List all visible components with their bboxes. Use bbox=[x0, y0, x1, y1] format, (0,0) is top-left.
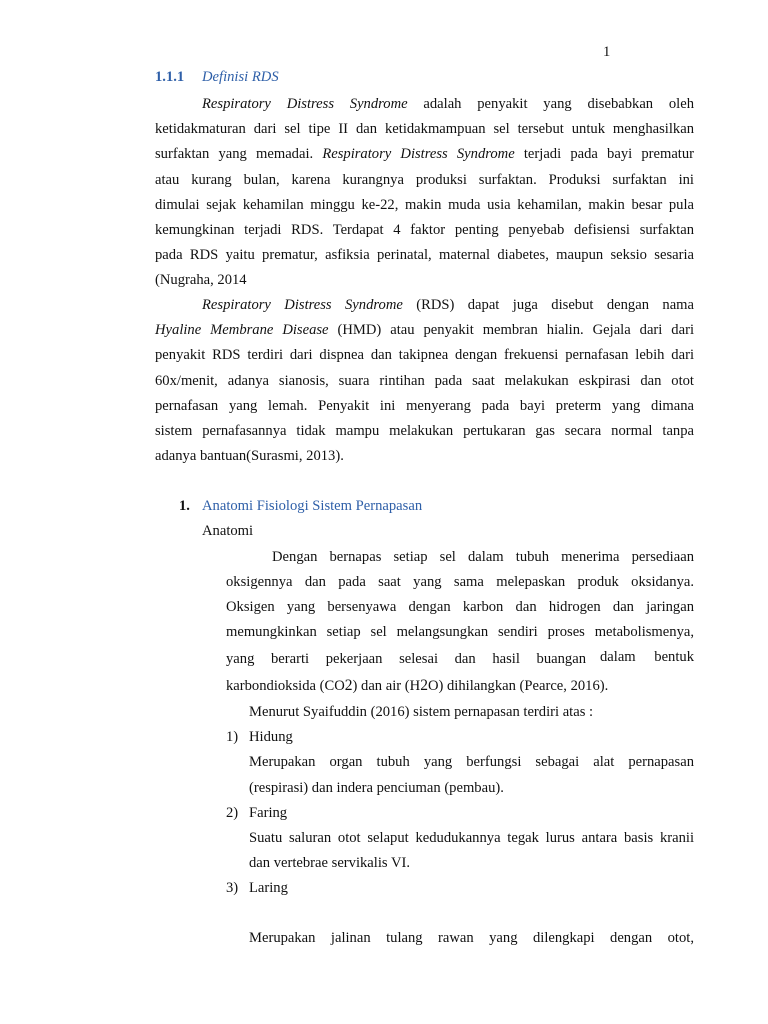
p2-line-2 bbox=[155, 321, 694, 339]
anatomi-label: Anatomi bbox=[202, 523, 254, 539]
section-number: 1.1.1 bbox=[155, 69, 185, 85]
p2-line-6: sistem pernafasannya tidak mampu melakukan pertukaran gas secara normal tanpa bbox=[155, 423, 694, 439]
p3-line-3: Oksigen yang bersenyawa dengan karbon dan hidrogen dan jaringan bbox=[226, 599, 694, 615]
text: O) dihilangkan (Pearce, 2016). bbox=[427, 678, 609, 694]
p3-line-4: memungkinkan setiap sel melangsungkan sendiri proses metabolismenya, bbox=[226, 624, 694, 640]
subscript: 2 bbox=[344, 677, 353, 694]
list-item-desc: Merupakan organ tubuh yang berfungsi sebagai alat pernapasan bbox=[249, 754, 694, 770]
p1-line-8: (Nugraha, 2014 bbox=[155, 272, 247, 288]
text: ) dan air (H bbox=[352, 678, 421, 694]
list-item-number: 2) bbox=[226, 805, 239, 821]
heading-title: Anatomi Fisiologi Sistem Pernapasan bbox=[202, 498, 423, 514]
subscript: 2 bbox=[420, 677, 428, 694]
text: (RDS) dapat juga disebut dengan nama bbox=[402, 297, 694, 313]
p1-line-3 bbox=[155, 145, 694, 163]
p3-line-5: yang berarti pekerjaan selesai dan hasil buangan bbox=[226, 651, 586, 667]
italic-term: Respiratory Distress Syndrome bbox=[322, 146, 515, 162]
page-number: 1 bbox=[603, 44, 611, 60]
list-item-desc: Suatu saluran otot selaput kedudukannya tegak lurus antara basis kranii bbox=[249, 830, 694, 846]
p1-line-7: pada RDS yaitu prematur, asfiksia perinatal, maternal diabetes, maupun seksio sesaria bbox=[155, 247, 694, 263]
menurut-line: Menurut Syaifuddin (2016) sistem pernapasan terdiri atas : bbox=[249, 704, 594, 720]
heading-anatomi-fisiologi bbox=[179, 497, 423, 515]
section-heading bbox=[155, 68, 279, 86]
list-item-number: 3) bbox=[226, 880, 239, 896]
list-item-title: Laring bbox=[249, 880, 288, 896]
p3-line-6 bbox=[226, 677, 608, 695]
list-item-title: Faring bbox=[249, 805, 288, 821]
list-item-desc: Merupakan jalinan tulang rawan yang dilengkapi dengan otot, bbox=[249, 930, 694, 946]
list-item-desc: (respirasi) dan indera penciuman (pembau). bbox=[249, 780, 504, 796]
text: adalah penyakit yang disebabkan oleh bbox=[407, 96, 695, 112]
p2-line-7: adanya bantuan(Surasmi, 2013). bbox=[155, 448, 344, 464]
p1-line-2: ketidakmaturan dari sel tipe II dan ketidakmampuan sel tersebut untuk menghasilkan bbox=[155, 121, 694, 137]
p2-line-4: 60x/menit, adanya sianosis, suara rintihan pada saat melakukan eskpirasi dan otot bbox=[155, 373, 694, 389]
text: surfaktan yang memadai. bbox=[155, 146, 323, 162]
p1-line-1 bbox=[202, 95, 694, 113]
p1-line-4: atau kurang bulan, karena kurangnya produksi surfaktan. Produksi surfaktan ini bbox=[155, 172, 694, 188]
p2-line-3: penyakit RDS terdiri dari dispnea dan takipnea dengan frekuensi pernafasan lebih dari bbox=[155, 347, 694, 363]
text: karbondioksida (CO bbox=[226, 678, 345, 694]
p2-line-1 bbox=[202, 296, 694, 314]
list-item-number: 1) bbox=[226, 729, 239, 745]
list-item-title: Hidung bbox=[249, 729, 293, 745]
italic-term: Respiratory Distress Syndrome bbox=[202, 96, 408, 112]
section-title: Definisi RDS bbox=[202, 69, 279, 85]
p2-line-5: pernafasan yang lemah. Penyakit ini menyerang pada bayi preterm yang dimana bbox=[155, 398, 694, 414]
p1-line-5: dimulai sejak kehamilan minggu ke-22, makin muda usia kehamilan, makin besar pula bbox=[155, 197, 694, 213]
italic-term: Hyaline Membrane Disease bbox=[155, 322, 329, 338]
italic-term: Respiratory Distress Syndrome bbox=[202, 297, 403, 313]
p3-line-1: Dengan bernapas setiap sel dalam tubuh menerima persediaan bbox=[272, 549, 694, 565]
p1-line-6: kemungkinan terjadi RDS. Terdapat 4 faktor penting penyebab defisiensi surfaktan bbox=[155, 222, 694, 238]
list-item-desc: dan vertebrae servikalis VI. bbox=[249, 855, 411, 871]
text: (HMD) atau penyakit membran hialin. Gejala dari dari bbox=[328, 322, 694, 338]
heading-number: 1. bbox=[179, 498, 190, 514]
p3-line-2: oksigennya dan pada saat yang sama melepaskan produk oksidanya. bbox=[226, 574, 694, 590]
p3-line-5-end: dalam bentuk bbox=[600, 649, 694, 665]
text: terjadi pada bayi prematur bbox=[514, 146, 695, 162]
